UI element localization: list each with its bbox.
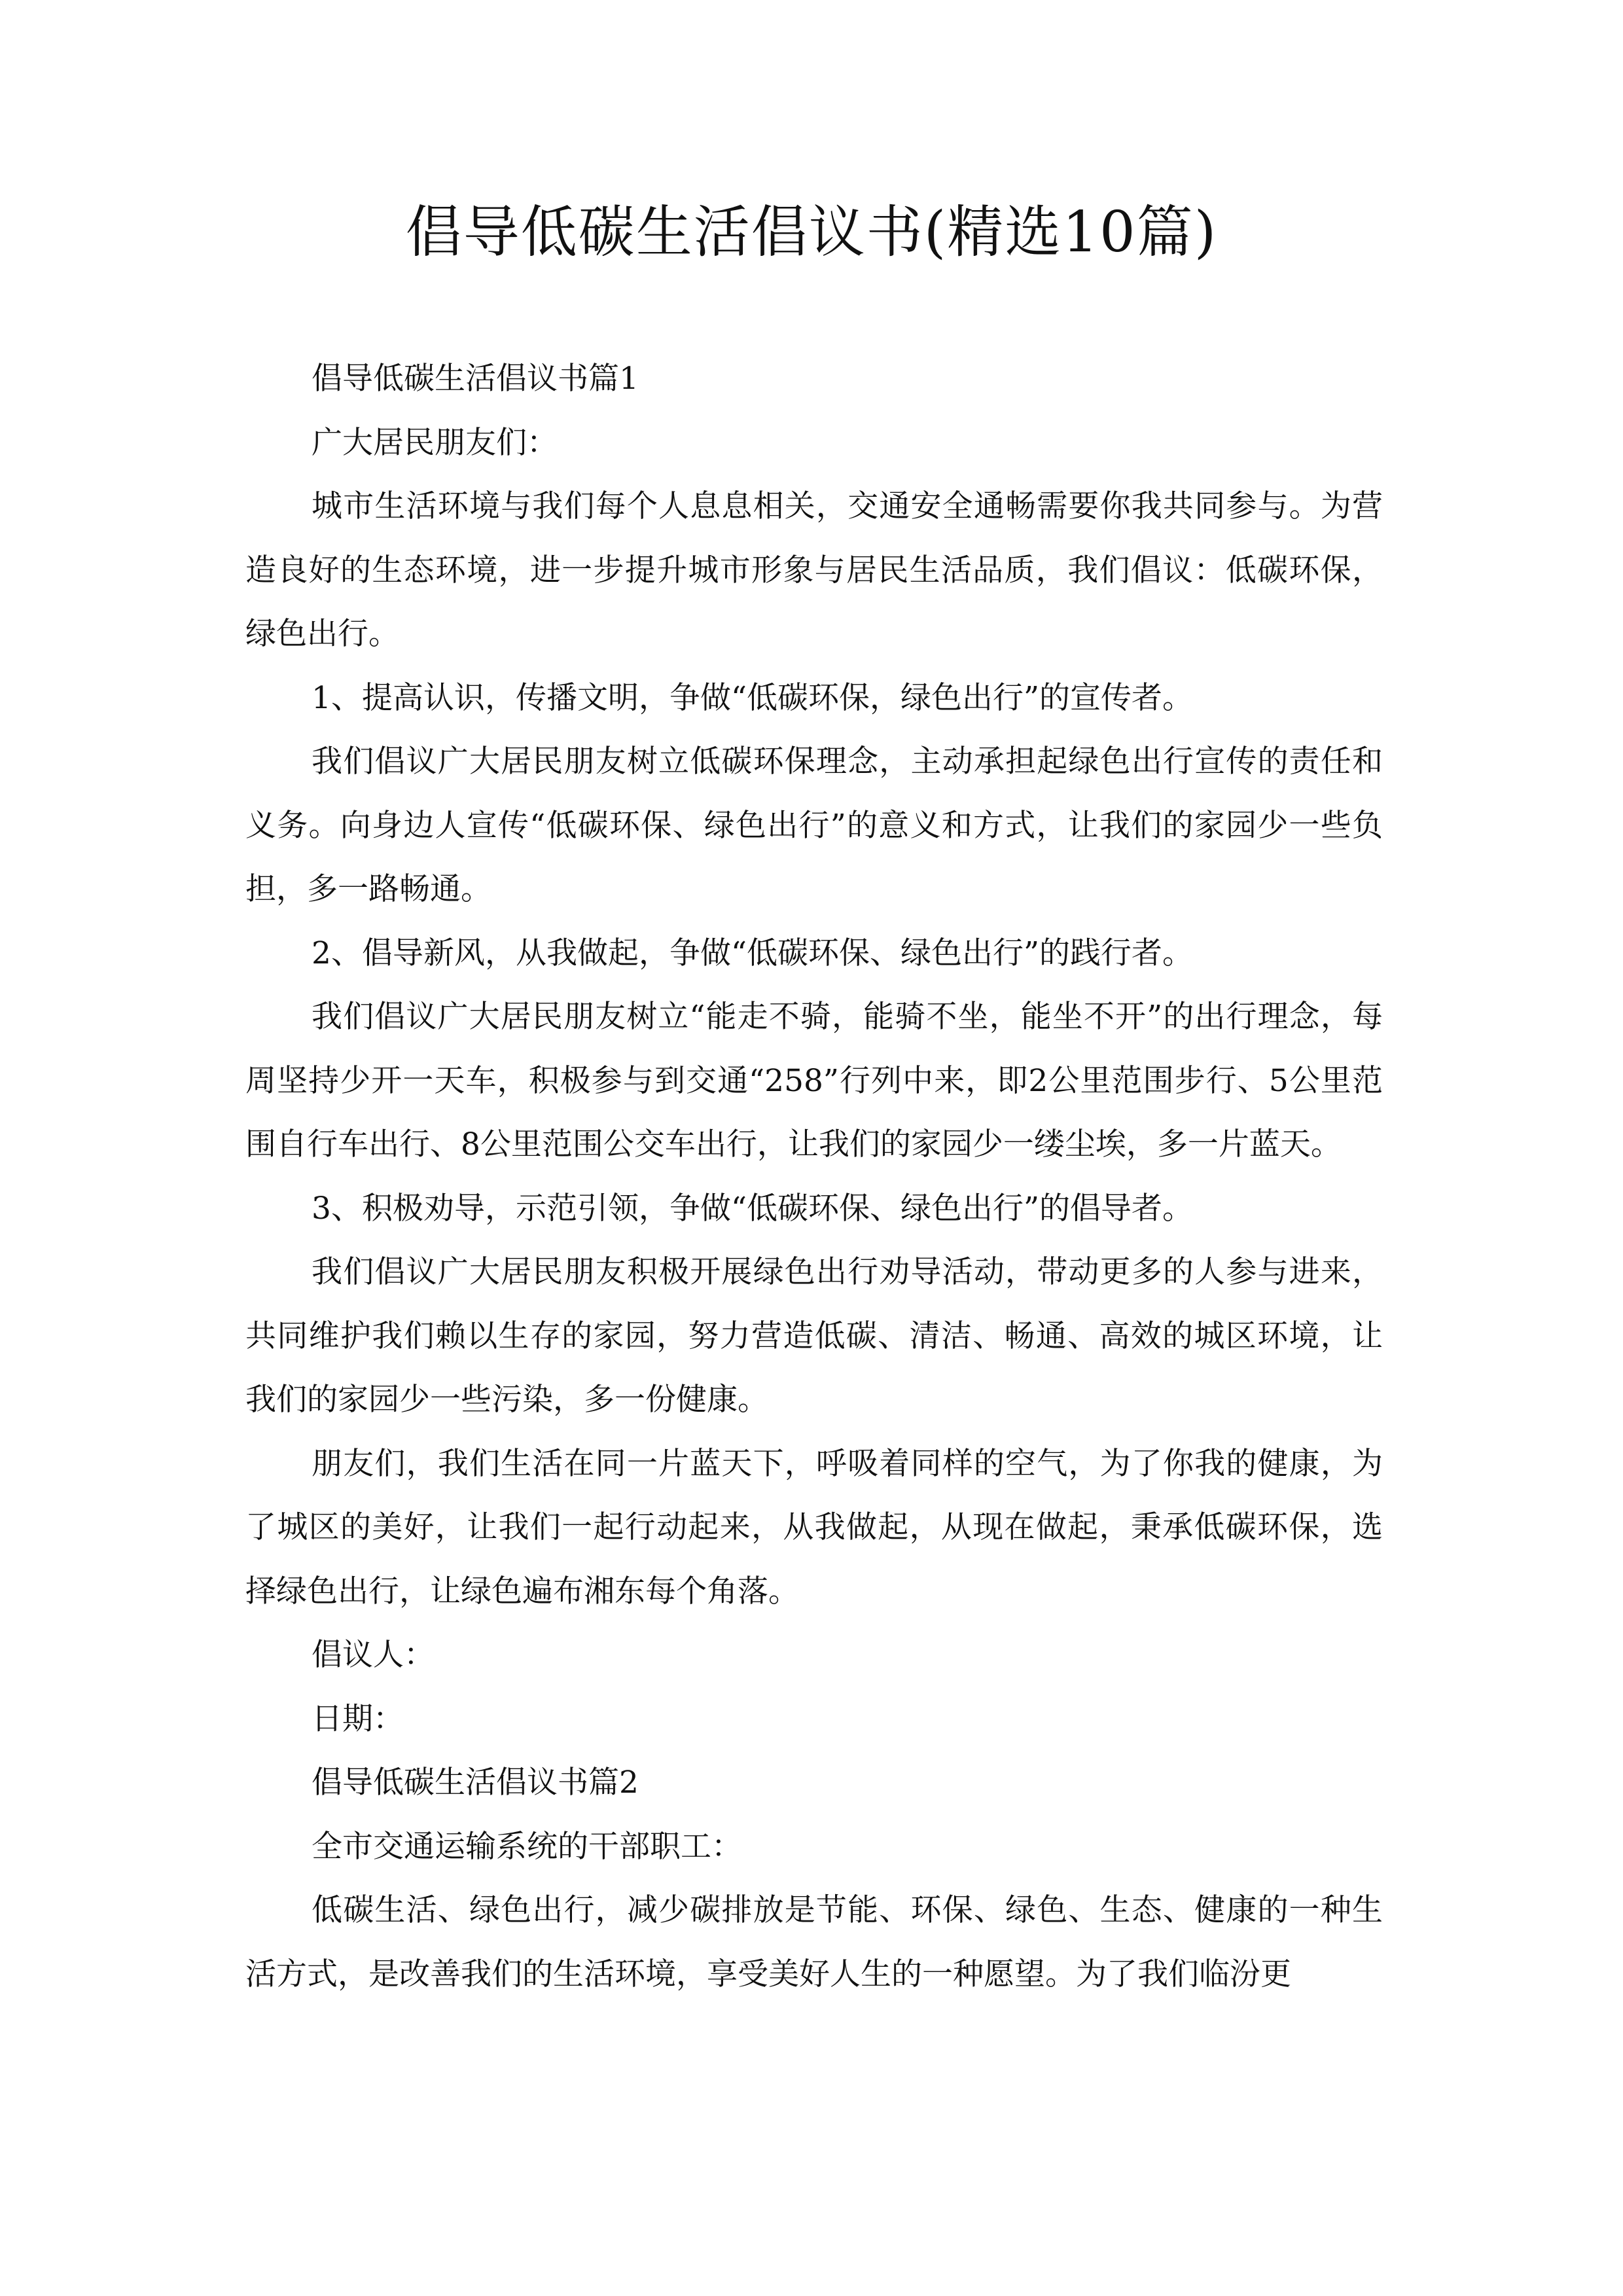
point-heading: 2、倡导新风，从我做起，争做“低碳环保、绿色出行”的践行者。 — [312, 935, 1194, 971]
document-body — [245, 347, 1383, 2006]
paragraph: 我们倡议广大居民朋友树立低碳环保理念，主动承担起绿色出行宣传的责任和义务。向身边人宣传“低碳环保、绿色出行”的意义和方式，让我们的家园少一些负担，多一路畅通。 — [245, 744, 1383, 907]
signatory-line: 倡议人： — [312, 1637, 435, 1673]
salutation: 全市交通运输系统的干部职工： — [312, 1828, 743, 1865]
paragraph: 城市生活环境与我们每个人息息相关，交通安全通畅需要你我共同参与。为营造良好的生态环境，进一步提升城市形象与居民生活品质，我们倡议：低碳环保，绿色出行。 — [245, 488, 1383, 652]
date-line: 日期： — [312, 1700, 404, 1737]
salutation: 广大居民朋友们： — [312, 424, 558, 461]
document-title: 倡导低碳生活倡议书(精选10篇) — [405, 200, 1218, 265]
section-heading: 倡导低碳生活倡议书篇1 — [312, 361, 639, 397]
paragraph: 低碳生活、绿色出行，减少碳排放是节能、环保、绿色、生态、健康的一种生活方式，是改善我们的生活环境，享受美好人生的一种愿望。为了我们临汾更 — [245, 1892, 1383, 1992]
point-heading: 3、积极劝导，示范引领，争做“低碳环保、绿色出行”的倡导者。 — [312, 1190, 1194, 1227]
section-heading: 倡导低碳生活倡议书篇2 — [312, 1765, 639, 1801]
paragraph: 我们倡议广大居民朋友树立“能走不骑，能骑不坐，能坐不开”的出行理念，每周坚持少开一天车，积极参与到交通“258”行列中来，即2公里范围步行、5公里范围自行车出行、8公里范围公交车出行，让我们的家园少一缕尘埃，多一片蓝天。 — [245, 999, 1383, 1162]
point-heading: 1、提高认识，传播文明，争做“低碳环保，绿色出行”的宣传者。 — [312, 679, 1194, 716]
paragraph: 朋友们，我们生活在同一片蓝天下，呼吸着同样的空气，为了你我的健康，为了城区的美好，让我们一起行动起来，从我做起，从现在做起，秉承低碳环保，选择绿色出行，让绿色遍布湘东每个角落。 — [245, 1445, 1383, 1609]
paragraph: 我们倡议广大居民朋友积极开展绿色出行劝导活动，带动更多的人参与进来，共同维护我们赖以生存的家园，努力营造低碳、清洁、畅通、高效的城区环境，让我们的家园少一些污染，多一份健康。 — [245, 1254, 1383, 1418]
